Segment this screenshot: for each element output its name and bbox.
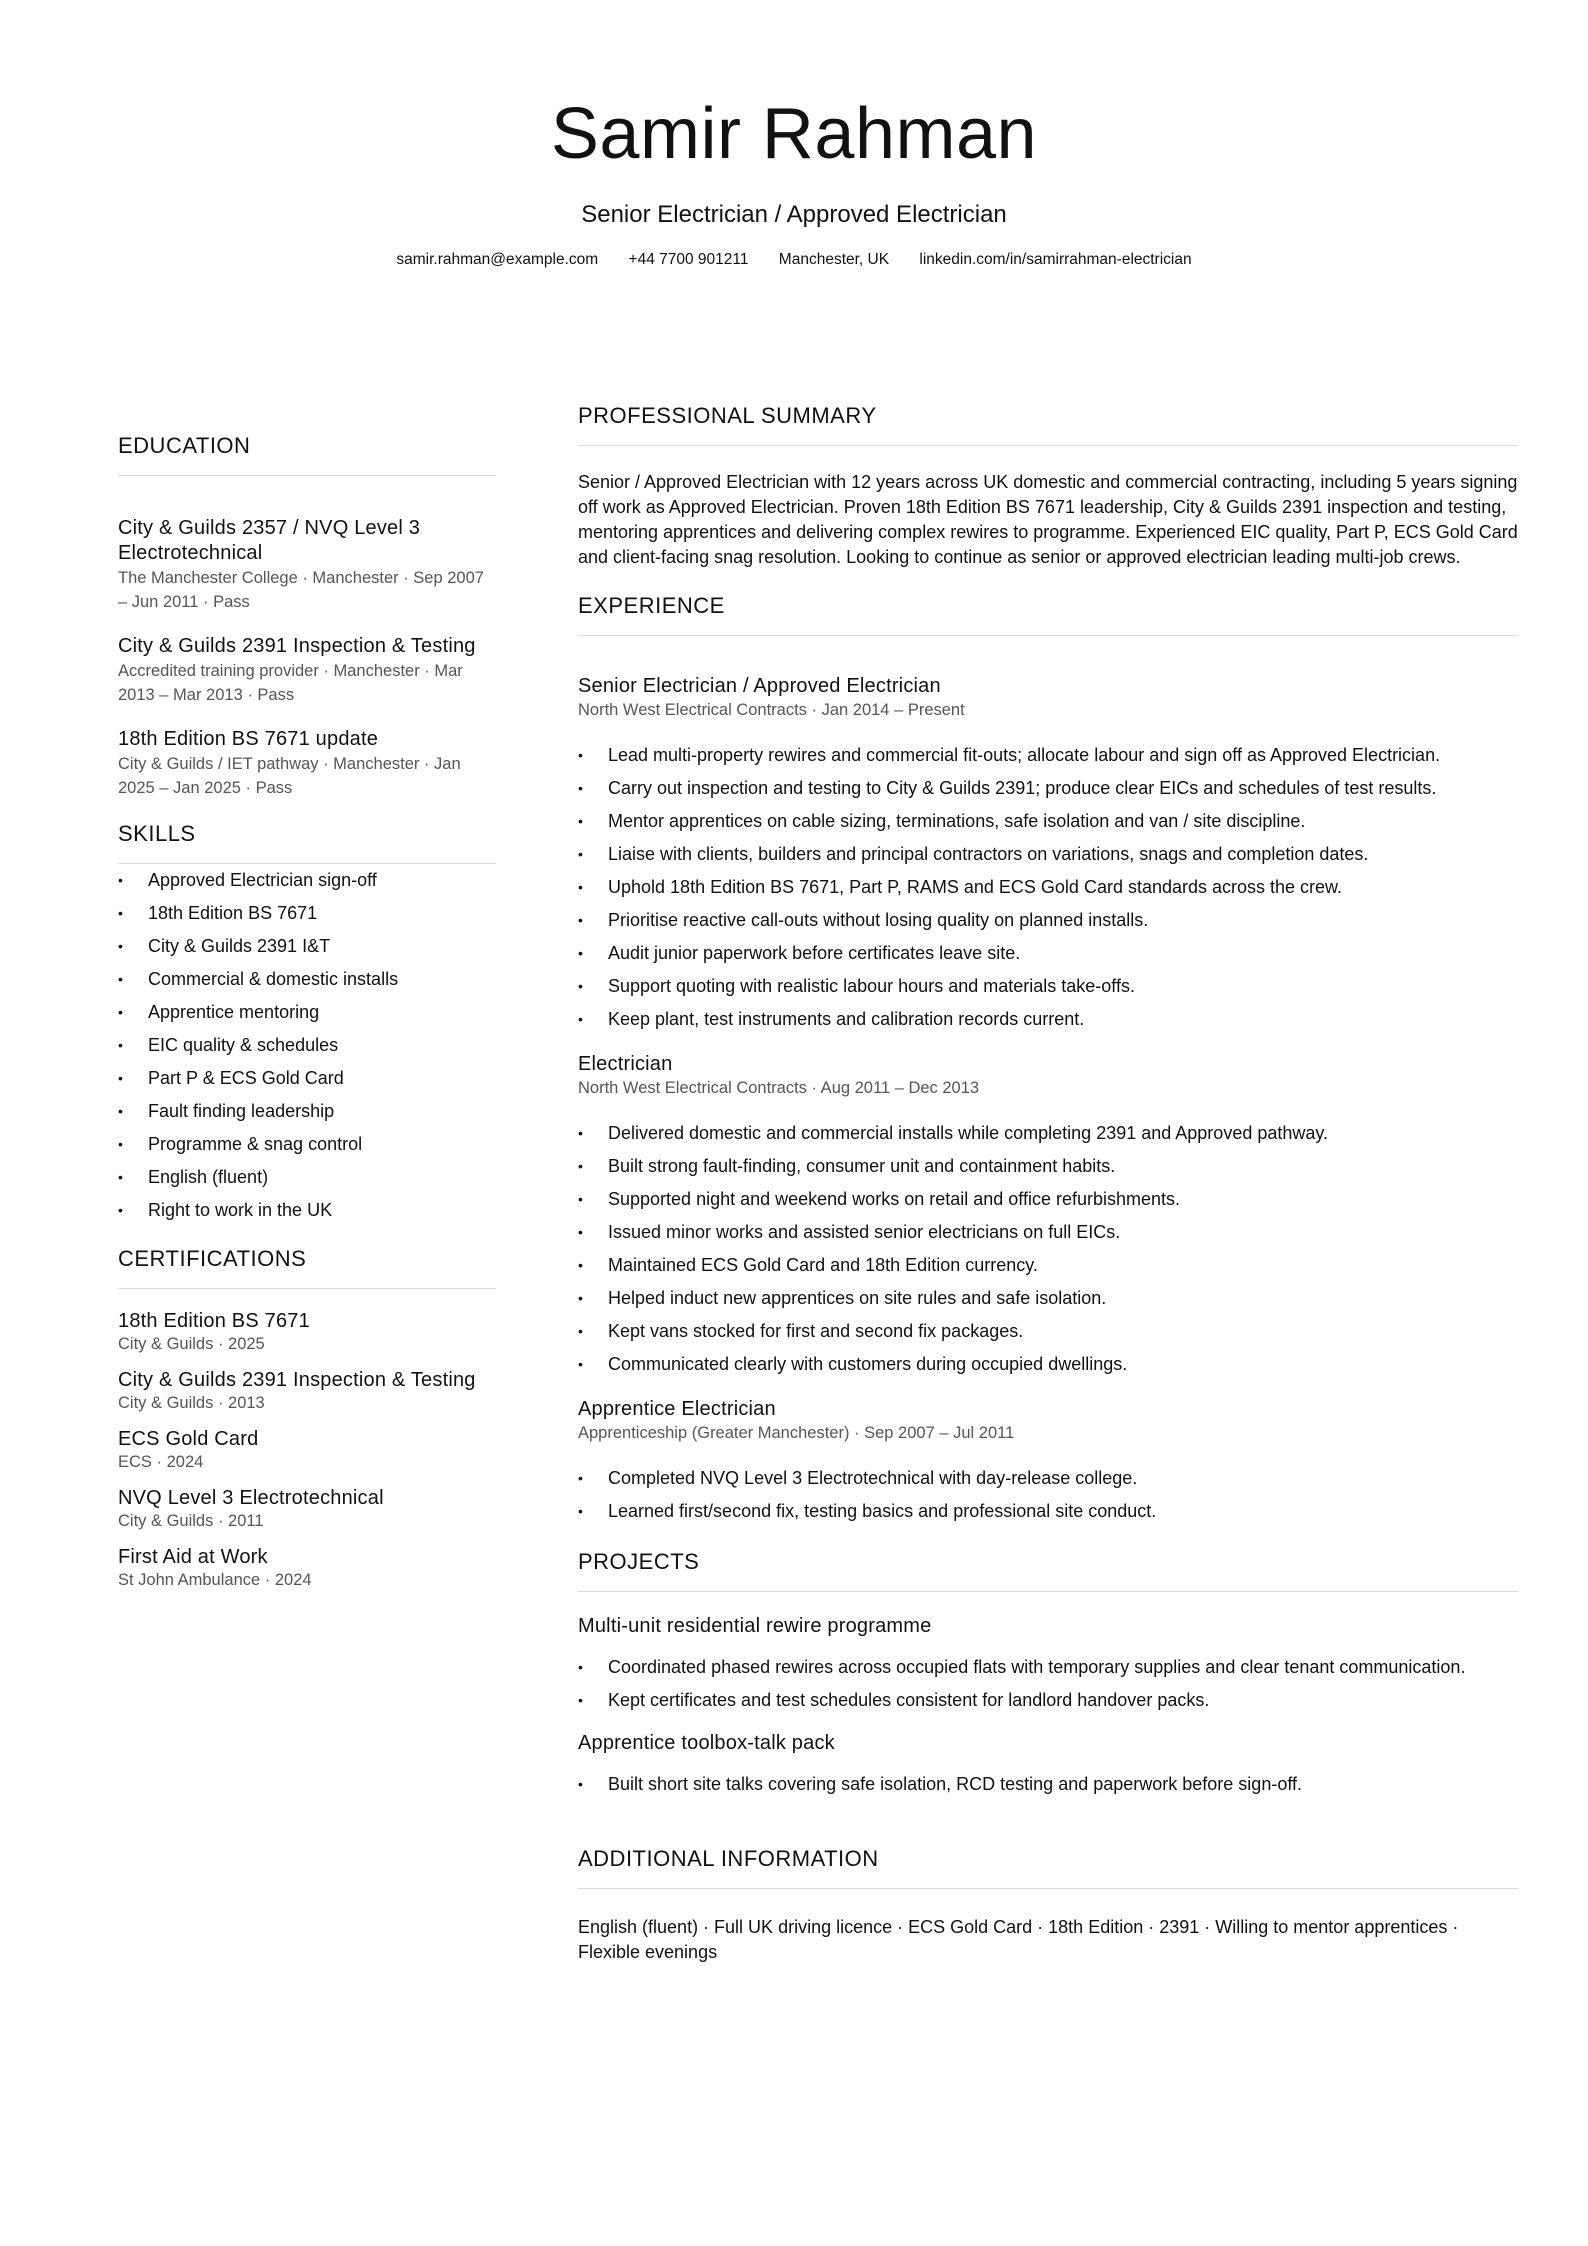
education-meta: Accredited training provider · Manchester · Mar 2013 – Mar 2013 · Pass [118, 662, 463, 704]
project-title: Apprentice toolbox-talk pack [578, 1732, 835, 1754]
skill-item: • Apprentice mentoring [118, 996, 496, 1029]
job-bullet: • Completed NVQ Level 3 Electrotechnical with day-release college. [578, 1462, 1518, 1495]
job-bullet: • Issued minor works and assisted senior electricians on full EICs. [578, 1216, 1518, 1249]
additional-heading: ADDITIONAL INFORMATION [578, 1845, 1518, 1889]
job-title: Electrician [578, 1053, 673, 1075]
candidate-name: Samir Rahman [550, 94, 1038, 174]
summary-section [578, 402, 1518, 570]
job-bullet: • Maintained ECS Gold Card and 18th Edition currency. [578, 1249, 1518, 1282]
job-entry [578, 674, 1518, 1036]
education-meta: The Manchester College · Manchester · Sep 2007 – Jun 2011 · Pass [118, 569, 484, 611]
contact-linkedin[interactable]: linkedin.com/in/samirrahman-electrician [919, 251, 1192, 268]
project-title: Multi-unit residential rewire programme [578, 1615, 932, 1637]
certification-meta: City & Guilds · 2025 [118, 1335, 265, 1353]
project-bullet: • Coordinated phased rewires across occupied flats with temporary supplies and clear tenant communication. [578, 1651, 1518, 1684]
experience-section [578, 592, 1518, 1528]
job-bullet: • Communicated clearly with customers during occupied dwellings. [578, 1348, 1518, 1381]
skill-item: • Programme & snag control [118, 1128, 496, 1161]
skills-list [118, 864, 496, 1227]
project-bullet: • Built short site talks covering safe isolation, RCD testing and paperwork before sign-off. [578, 1768, 1518, 1801]
skill-item: • Commercial & domestic installs [118, 963, 496, 996]
education-item [118, 727, 496, 800]
job-meta: North West Electrical Contracts · Aug 2011 – Dec 2013 [578, 1079, 980, 1097]
certification-meta: City & Guilds · 2013 [118, 1394, 265, 1412]
certification-item [118, 1427, 496, 1472]
education-title: City & Guilds 2357 / NVQ Level 3 Electrotechnical [118, 517, 421, 564]
certification-meta: ECS · 2024 [118, 1453, 204, 1471]
skill-item: • Approved Electrician sign-off [118, 864, 496, 897]
project-bullets [578, 1768, 1518, 1801]
summary-heading: PROFESSIONAL SUMMARY [578, 402, 1518, 446]
candidate-title: Senior Electrician / Approved Electrician [581, 201, 1007, 228]
job-bullets [578, 739, 1518, 1036]
skill-item: • City & Guilds 2391 I&T [118, 930, 496, 963]
job-bullet: • Keep plant, test instruments and calibration records current. [578, 1003, 1518, 1036]
certification-title: First Aid at Work [118, 1546, 268, 1568]
contact-location: Manchester, UK [778, 251, 890, 268]
job-entry [578, 1397, 1518, 1528]
skill-item: • 18th Edition BS 7671 [118, 897, 496, 930]
education-title: City & Guilds 2391 Inspection & Testing [118, 635, 476, 657]
project-entry [578, 1731, 1518, 1801]
job-bullet: • Prioritise reactive call-outs without losing quality on planned installs. [578, 904, 1518, 937]
education-item [118, 516, 496, 614]
contact-email[interactable]: samir.rahman@example.com [396, 251, 599, 268]
additional-text: English (fluent) · Full UK driving licence · ECS Gold Card · 18th Edition · 2391 · Willing to mentor apprentices · Flexible evenings [578, 1917, 1459, 1962]
job-bullet: • Kept vans stocked for first and second fix packages. [578, 1315, 1518, 1348]
skill-item: • Right to work in the UK [118, 1194, 496, 1227]
summary-text: Senior / Approved Electrician with 12 years across UK domestic and commercial contracting, including 5 years signing off work as Approved Electrician. Proven 18th Edition BS 7671 leadership, City & Guilds 2391 inspection and testing, mentoring apprentices and delivering complex rewires to programme. Experienced EIC quality, Part P, ECS Gold Card and client-facing snag resolution. Looking to continue as senior or approved electrician leading multi-job crews. [578, 472, 1518, 567]
skill-item: • Fault finding leadership [118, 1095, 496, 1128]
job-title: Apprentice Electrician [578, 1398, 776, 1420]
job-bullets [578, 1117, 1518, 1381]
left-column [118, 432, 496, 1604]
certification-meta: City & Guilds · 2011 [118, 1512, 264, 1530]
resume-header [0, 92, 1588, 270]
project-entry [578, 1614, 1518, 1717]
job-bullet: • Carry out inspection and testing to City & Guilds 2391; produce clear EICs and schedules of test results. [578, 772, 1518, 805]
job-bullet: • Support quoting with realistic labour hours and materials take-offs. [578, 970, 1518, 1003]
job-bullet: • Uphold 18th Edition BS 7671, Part P, RAMS and ECS Gold Card standards across the crew. [578, 871, 1518, 904]
certification-title: ECS Gold Card [118, 1428, 259, 1450]
skill-item: • EIC quality & schedules [118, 1029, 496, 1062]
certification-meta: St John Ambulance · 2024 [118, 1571, 312, 1589]
job-bullet: • Helped induct new apprentices on site rules and safe isolation. [578, 1282, 1518, 1315]
job-bullet: • Audit junior paperwork before certificates leave site. [578, 937, 1518, 970]
education-item [118, 634, 496, 707]
job-bullets [578, 1462, 1518, 1528]
certification-item [118, 1368, 496, 1413]
job-meta: Apprenticeship (Greater Manchester) · Sep 2007 – Jul 2011 [578, 1424, 1015, 1442]
contact-phone[interactable]: +44 7700 901211 [628, 251, 749, 268]
experience-heading: EXPERIENCE [578, 592, 1518, 636]
right-column [578, 402, 1518, 1965]
projects-section [578, 1548, 1518, 1801]
certification-title: 18th Edition BS 7671 [118, 1310, 310, 1332]
skills-section [118, 820, 496, 1227]
job-bullet: • Supported night and weekend works on retail and office refurbishments. [578, 1183, 1518, 1216]
education-section [118, 432, 496, 800]
project-bullet: • Kept certificates and test schedules consistent for landlord handover packs. [578, 1684, 1518, 1717]
job-title: Senior Electrician / Approved Electrician [578, 675, 941, 697]
certification-item [118, 1486, 496, 1531]
job-meta: North West Electrical Contracts · Jan 2014 – Present [578, 701, 965, 719]
contact-line [0, 250, 1588, 270]
skill-item: • English (fluent) [118, 1161, 496, 1194]
job-entry [578, 1052, 1518, 1381]
certifications-heading: CERTIFICATIONS [118, 1245, 496, 1289]
certification-title: City & Guilds 2391 Inspection & Testing [118, 1369, 476, 1391]
project-bullets [578, 1651, 1518, 1717]
certifications-section [118, 1245, 496, 1590]
job-bullet: • Delivered domestic and commercial installs while completing 2391 and Approved pathway. [578, 1117, 1518, 1150]
projects-heading: PROJECTS [578, 1548, 1518, 1592]
education-heading: EDUCATION [118, 432, 496, 476]
education-title: 18th Edition BS 7671 update [118, 728, 379, 750]
job-bullet: • Mentor apprentices on cable sizing, terminations, safe isolation and van / site discipline. [578, 805, 1518, 838]
job-bullet: • Liaise with clients, builders and principal contractors on variations, snags and completion dates. [578, 838, 1518, 871]
education-meta: City & Guilds / IET pathway · Manchester · Jan 2025 – Jan 2025 · Pass [118, 755, 461, 797]
job-bullet: • Built strong fault-finding, consumer unit and containment habits. [578, 1150, 1518, 1183]
job-bullet: • Learned first/second fix, testing basics and professional site conduct. [578, 1495, 1518, 1528]
certification-item [118, 1309, 496, 1354]
certification-item [118, 1545, 496, 1590]
skills-heading: SKILLS [118, 820, 496, 864]
additional-section [578, 1845, 1518, 1965]
certification-title: NVQ Level 3 Electrotechnical [118, 1487, 384, 1509]
job-bullet: • Lead multi-property rewires and commercial fit-outs; allocate labour and sign off as Approved Electrician. [578, 739, 1518, 772]
skill-item: • Part P & ECS Gold Card [118, 1062, 496, 1095]
